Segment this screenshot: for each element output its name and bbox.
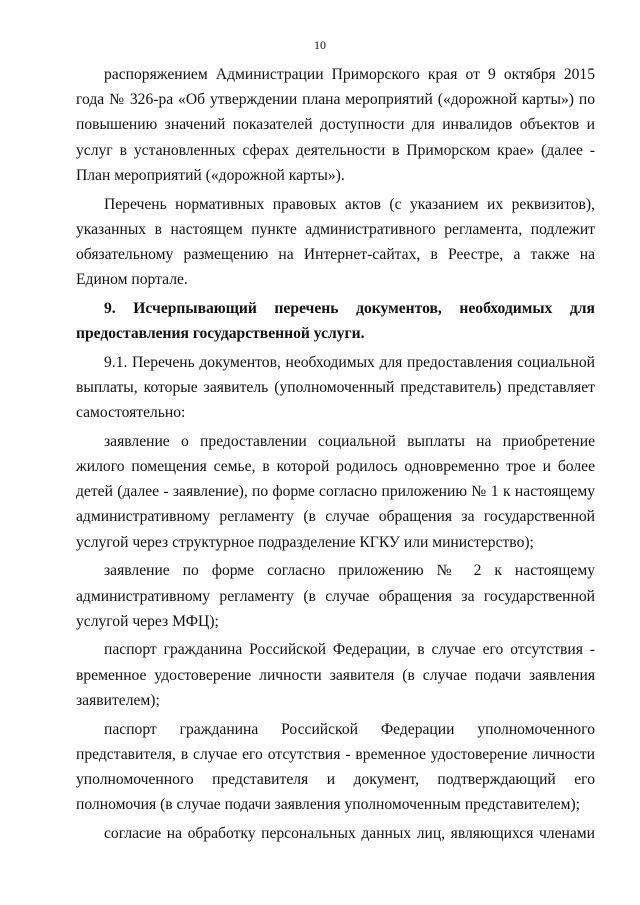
list-item: паспорт гражданина Российской Федерации, в случае его отсутствия - временное удостоверение личности заявителя (в случае подачи заявления заявителем); — [76, 641, 595, 709]
section-heading — [76, 296, 595, 346]
heading-word: 9. — [104, 299, 116, 317]
list-item: согласие на обработку персональных данных лиц, являющихся членами — [104, 824, 595, 842]
page-number: 10 — [314, 38, 326, 52]
document-body — [76, 62, 595, 850]
heading-word: документов, — [356, 299, 442, 317]
paragraph: Перечень нормативных правовых актов (с указанием их реквизитов), указанных в настоящем пункте административного регламента, подлежит обязательному размещению на Интернет-сайтах, в Реестре, а также на Едином портале. — [76, 195, 595, 289]
heading-word: для — [569, 299, 595, 317]
paragraph: распоряжением Администрации Приморского края от 9 октября 2015 года № 326-ра «Об утверждении плана мероприятий («дорожной карты») по повышению значений показателей доступности для инвалидов объектов и услуг в установленных сферах деятельности в Приморском крае» (далее - План мероприятий («дорожной карты»). — [76, 66, 595, 184]
list-item: заявление по форме согласно приложению № 2 к настоящему административному регламенту (в случае обращения за государственной услугой через МФЦ); — [76, 562, 595, 630]
heading-word: Исчерпывающий — [133, 299, 257, 317]
list-item: паспорт гражданина Российской Федерации уполномоченного представителя, в случае его отсутствия - временное удостоверение личности уполномоченного представителя и документ, подтверждающий его полномочия (в случае подачи заявления уполномоченным представителем); — [76, 720, 595, 814]
heading-word: необходимых — [459, 299, 553, 317]
paragraph: 9.1. Перечень документов, необходимых для предоставления социальной выплаты, которые заявитель (уполномоченный представитель) представляет самостоятельно: — [76, 353, 595, 422]
section-heading-line: предоставления государственной услуги. — [76, 325, 365, 343]
section-heading-line — [76, 296, 595, 321]
heading-word: перечень — [274, 299, 339, 317]
list-item: заявление о предоставлении социальной выплаты на приобретение жилого помещения семье, в которой родилось одновременно трое и более детей (далее - заявление), по форме согласно приложению № 1 к настоящему административному регламенту (в случае обращения за государственной услугой через структурное подразделение КГКУ или министерство); — [76, 432, 595, 551]
